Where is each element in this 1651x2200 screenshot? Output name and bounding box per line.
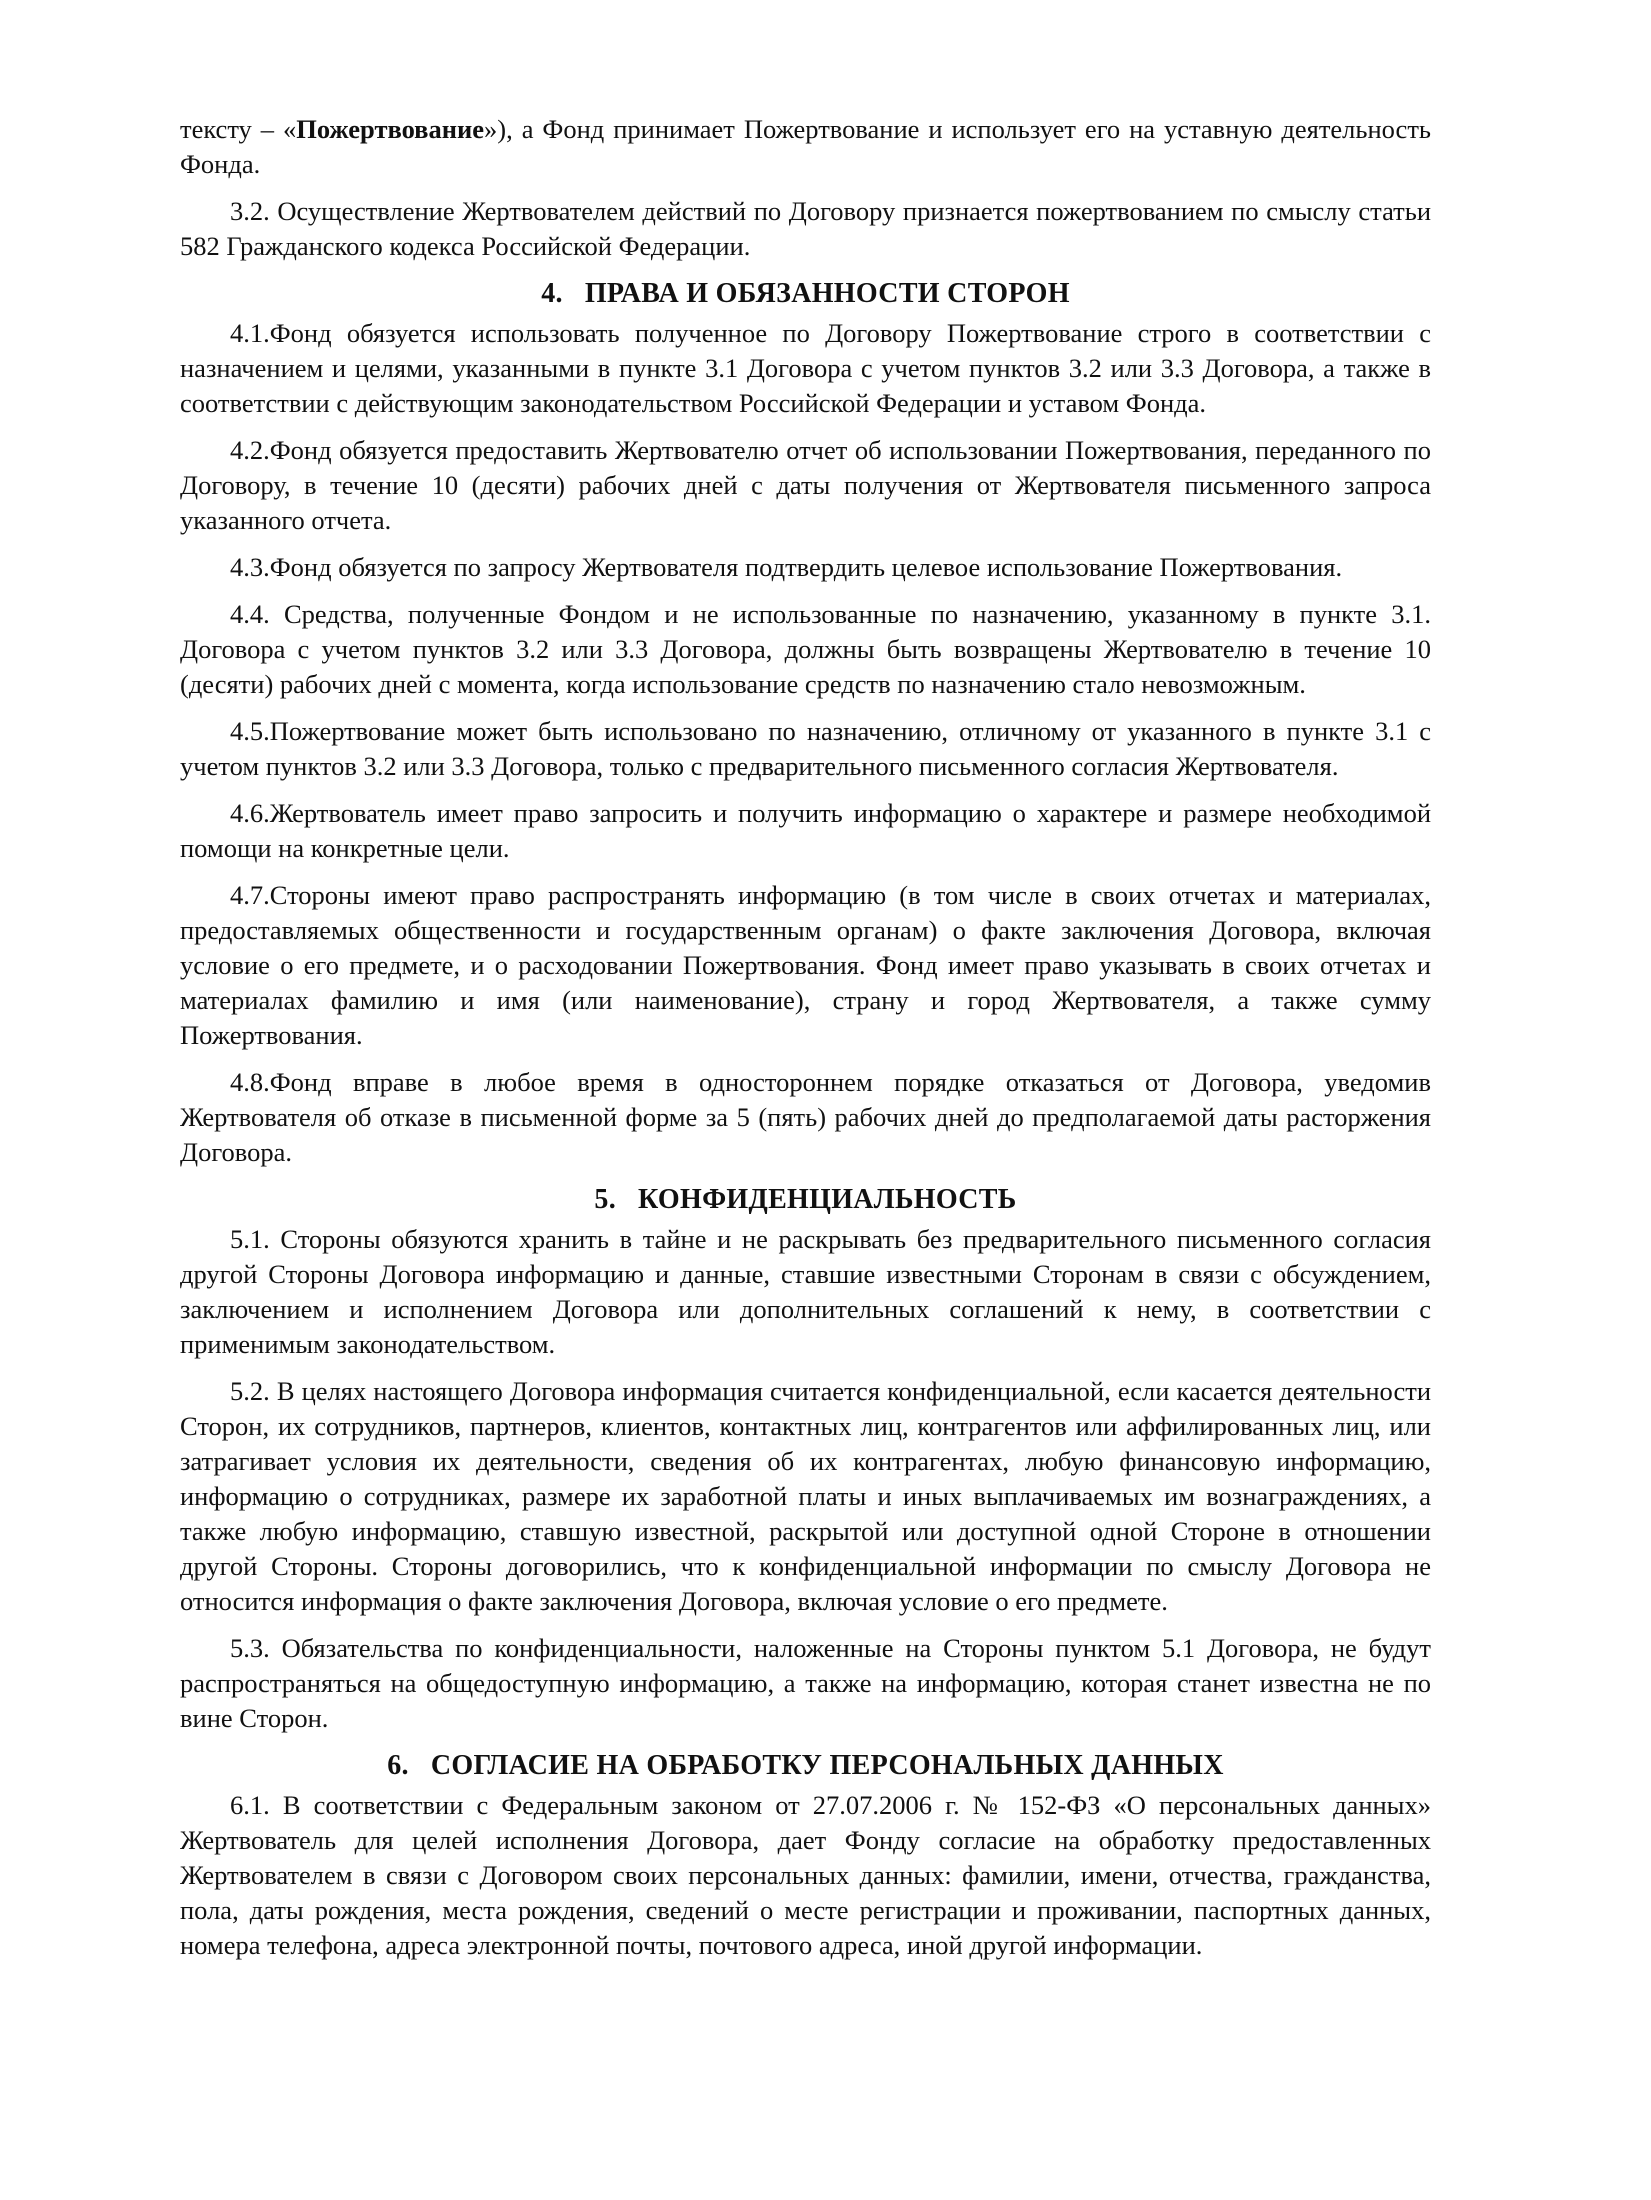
intro-paragraph: [180, 112, 1431, 182]
paragraph-4-3: 4.3.Фонд обязуется по запросу Жертвователя подтвердить целевое использование Пожертвования.: [230, 552, 1343, 582]
paragraph-5-2: 5.2. В целях настоящего Договора информация считается конфиденциальной, если касается деятельности Сторон, их сотрудников, партнеров, клиентов, контактных лиц, контрагентов или аффилированных лиц, или затрагивает условия их деятельности, сведения об их контрагентах, любую финансовую информацию, информацию о сотрудниках, размере их заработной платы и иных выплачиваемых им вознаграждениях, а также любую информацию, ставшую известной, раскрытой или доступной одной Стороне в отношении другой Стороны. Стороны договорились, что к конфиденциальной информации по смыслу Договора не относится информация о факте заключения Договора, включая условие о его предмете.: [180, 1376, 1431, 1616]
paragraph-3-2: 3.2. Осуществление Жертвователем действий по Договору признается пожертвованием по смыслу статьи 582 Гражданского кодекса Российской Федерации.: [180, 196, 1431, 261]
paragraph-4-4: 4.4. Средства, полученные Фондом и не использованные по назначению, указанному в пункте 3.1. Договора с учетом пунктов 3.2 или 3.3 Договора, должны быть возвращены Жертвователю в течение 10 (десяти) рабочих дней с момента, когда использование средств по назначению стало невозможным.: [180, 599, 1431, 699]
paragraph-4-2: 4.2.Фонд обязуется предоставить Жертвователю отчет об использовании Пожертвования, переданного по Договору, в течение 10 (десяти) рабочих дней с даты получения от Жертвователя письменного запроса указанного отчета.: [180, 435, 1431, 535]
section-title: СОГЛАСИЕ НА ОБРАБОТКУ ПЕРСОНАЛЬНЫХ ДАННЫХ: [430, 1750, 1224, 1781]
document-body: [180, 112, 1431, 1963]
paragraph-4-5: 4.5.Пожертвование может быть использовано по назначению, отличному от указанного в пункте 3.1 с учетом пунктов 3.2 или 3.3 Договора, только с предварительного письменного согласия Жертвователя.: [180, 716, 1431, 781]
section-4-heading: [180, 276, 1431, 312]
paragraph-5-3: 5.3. Обязательства по конфиденциальности, наложенные на Стороны пунктом 5.1 Договора, не будут распространяться на общедоступную информацию, а также на информацию, которая станет известна не по вине Сторон.: [180, 1633, 1431, 1733]
section-number: 4.: [541, 278, 563, 309]
paragraph-5-1: 5.1. Стороны обязуются хранить в тайне и не раскрывать без предварительного письменного согласия другой Стороны Договора информацию и данные, ставшие известными Сторонам в связи с обсуждением, заключением и исполнением Договора или дополнительных соглашений к нему, в соответствии с применимым законодательством.: [180, 1224, 1431, 1359]
intro-text-start: тексту – «: [180, 114, 297, 144]
section-5-heading: [180, 1182, 1431, 1218]
section-title: ПРАВА И ОБЯЗАННОСТИ СТОРОН: [584, 278, 1070, 309]
paragraph-4-8: 4.8.Фонд вправе в любое время в одностороннем порядке отказаться от Договора, уведомив Жертвователя об отказе в письменной форме за 5 (пять) рабочих дней до предполагаемой даты расторжения Договора.: [180, 1067, 1431, 1167]
section-6-heading: [180, 1748, 1431, 1784]
paragraph-4-1: 4.1.Фонд обязуется использовать полученное по Договору Пожертвование строго в соответствии с назначением и целями, указанными в пункте 3.1 Договора с учетом пунктов 3.2 или 3.3 Договора, а также в соответствии с действующим законодательством Российской Федерации и уставом Фонда.: [180, 318, 1431, 418]
section-title: КОНФИДЕНЦИАЛЬНОСТЬ: [638, 1184, 1017, 1215]
section-number: 6.: [387, 1750, 409, 1781]
intro-text-end: »), а Фонд принимает Пожертвование и использует его на уставную деятельность Фонда.: [180, 114, 1431, 179]
section-number: 5.: [594, 1184, 617, 1215]
defined-term: Пожертвование: [296, 114, 485, 144]
paragraph-4-7: 4.7.Стороны имеют право распространять информацию (в том числе в своих отчетах и материалах, предоставляемых общественности и государственным органам) о факте заключения Договора, включая условие о его предмете, и о расходовании Пожертвования. Фонд имеет право указывать в своих отчетах и материалах фамилию и имя (или наименование), страну и город Жертвователя, а также сумму Пожертвования.: [180, 880, 1431, 1050]
paragraph-6-1: 6.1. В соответствии с Федеральным законом от 27.07.2006 г. № 152-ФЗ «О персональных данных» Жертвователь для целей исполнения Договора, дает Фонду согласие на обработку предоставленных Жертвователем в связи с Договором своих персональных данных: фамилии, имени, отчества, гражданства, пола, даты рождения, места рождения, сведений о месте регистрации и проживании, паспортных данных, номера телефона, адреса электронной почты, почтового адреса, иной другой информации.: [180, 1790, 1431, 1960]
paragraph-4-6: 4.6.Жертвователь имеет право запросить и получить информацию о характере и размере необходимой помощи на конкретные цели.: [180, 798, 1431, 863]
